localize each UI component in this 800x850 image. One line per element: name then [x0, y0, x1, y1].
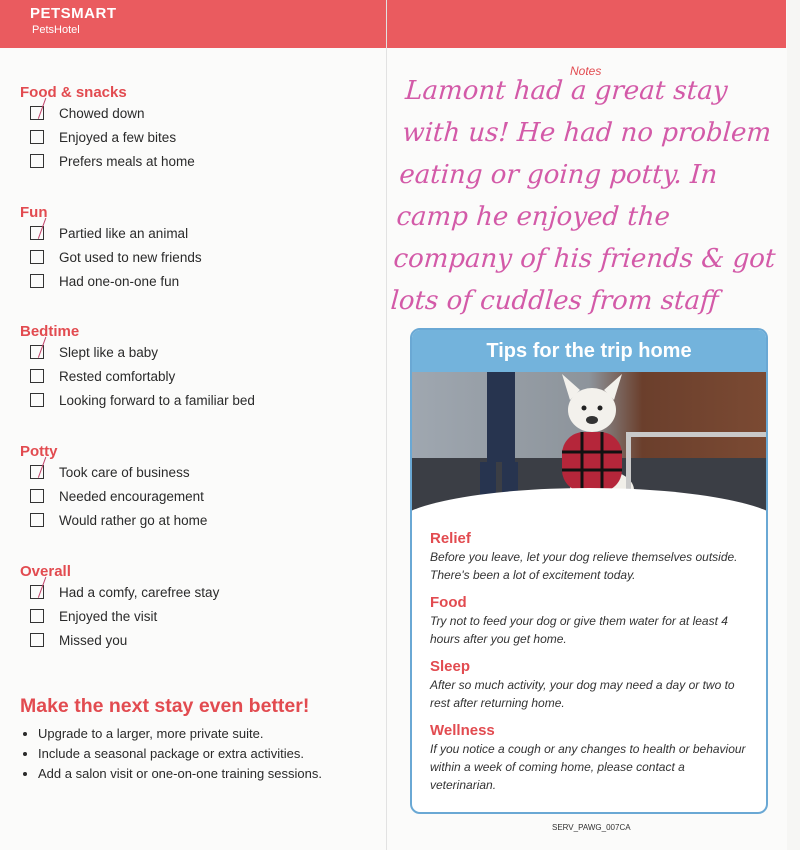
checklist-item[interactable] — [30, 245, 202, 269]
checkbox[interactable] — [30, 633, 44, 647]
checkbox[interactable] — [30, 513, 44, 527]
checklist-item[interactable] — [30, 580, 219, 604]
section-title: Overall — [20, 563, 71, 580]
tip-body: After so much activity, your dog may need a day or two to rest after returning home. — [430, 678, 735, 710]
checkbox-checked[interactable] — [30, 345, 44, 359]
brand-logo — [30, 5, 117, 36]
handwritten-notes: Lamont had a great stay with us! He had no problem eating or going potty. In camp he enjoyed the company of his friends & got lots of cuddles from staff — [389, 76, 777, 316]
brand-name: PETSMART — [30, 5, 117, 22]
item-label: Partied like an animal — [59, 225, 189, 241]
item-label: Looking forward to a familiar bed — [59, 392, 255, 408]
section-fun — [20, 204, 202, 293]
item-label: Missed you — [59, 632, 128, 648]
item-label: Enjoyed a few bites — [59, 129, 177, 145]
checklist-item[interactable] — [30, 484, 207, 508]
checklist-item[interactable] — [30, 149, 195, 173]
checkbox[interactable] — [30, 250, 44, 264]
checkbox-checked[interactable] — [30, 465, 44, 479]
checklist-item[interactable] — [30, 221, 202, 245]
section-title: Food & snacks — [20, 84, 127, 101]
notes-title: Notes — [570, 64, 602, 78]
promo-block — [20, 695, 380, 784]
tip-food — [430, 594, 748, 648]
checkbox[interactable] — [30, 274, 44, 288]
item-label: Had a comfy, carefree stay — [59, 584, 220, 600]
section-bedtime — [20, 323, 255, 412]
promo-list — [20, 724, 380, 784]
section-food — [20, 84, 195, 173]
item-label: Needed encouragement — [59, 488, 204, 504]
section-potty — [20, 443, 207, 532]
tip-relief — [430, 530, 748, 584]
checkbox-checked[interactable] — [30, 226, 44, 240]
tip-wellness — [430, 722, 748, 794]
checkbox[interactable] — [30, 393, 44, 407]
promo-bullet: • Upgrade to a larger, more private suite. — [38, 724, 380, 744]
tip-heading: Food — [430, 594, 467, 611]
promo-title: Make the next stay even better! — [20, 695, 310, 717]
item-label: Took care of business — [59, 464, 190, 480]
section-title: Fun — [20, 204, 48, 221]
item-label: Would rather go at home — [59, 512, 208, 528]
checklist-item[interactable] — [30, 364, 255, 388]
item-label: Prefers meals at home — [59, 153, 195, 169]
tip-body: If you notice a cough or any changes to health or behaviour within a week of coming home, please contact a veterinarian. — [430, 742, 746, 792]
checkbox-checked[interactable] — [30, 106, 44, 120]
footer-code: SERV_PAWG_007CA — [552, 823, 631, 832]
checklist-item[interactable] — [30, 604, 219, 628]
checkbox[interactable] — [30, 130, 44, 144]
checklist-item[interactable] — [30, 460, 207, 484]
header-bar-left — [0, 0, 386, 48]
tip-body: Before you leave, let your dog relieve themselves outside. There's been a lot of excitement today. — [430, 550, 738, 582]
brand-sub: PetsHotel — [32, 24, 80, 36]
checklist-item[interactable] — [30, 340, 255, 364]
item-label: Got used to new friends — [59, 249, 202, 265]
item-label: Enjoyed the visit — [59, 608, 158, 624]
checklist-item[interactable] — [30, 388, 255, 412]
checkbox[interactable] — [30, 369, 44, 383]
section-title: Potty — [20, 443, 58, 460]
checklist-item[interactable] — [30, 101, 195, 125]
checkbox[interactable] — [30, 609, 44, 623]
tip-heading: Relief — [430, 530, 471, 547]
header-bar-right — [387, 0, 786, 48]
section-overall — [20, 563, 219, 652]
checklist-item[interactable] — [30, 508, 207, 532]
dog-photo — [412, 372, 766, 520]
item-label: Chowed down — [59, 105, 145, 121]
item-label: Had one-on-one fun — [59, 273, 180, 289]
checkbox-checked[interactable] — [30, 585, 44, 599]
checklist-item[interactable] — [30, 628, 219, 652]
section-title: Bedtime — [20, 323, 80, 340]
tip-sleep — [430, 658, 748, 712]
tips-title: Tips for the trip home — [412, 330, 766, 372]
checkbox[interactable] — [30, 489, 44, 503]
checklist-item[interactable] — [30, 125, 195, 149]
promo-bullet: • Add a salon visit or one-on-one training sessions. — [38, 764, 380, 784]
checklist-item[interactable] — [30, 269, 202, 293]
tip-body: Try not to feed your dog or give them water for at least 4 hours after you get home. — [430, 614, 728, 646]
item-label: Rested comfortably — [59, 368, 176, 384]
item-label: Slept like a baby — [59, 344, 159, 360]
checkbox[interactable] — [30, 154, 44, 168]
promo-bullet: • Include a seasonal package or extra activities. — [38, 744, 380, 764]
tip-heading: Wellness — [430, 722, 495, 739]
tips-card — [410, 328, 768, 814]
tip-heading: Sleep — [430, 658, 471, 675]
